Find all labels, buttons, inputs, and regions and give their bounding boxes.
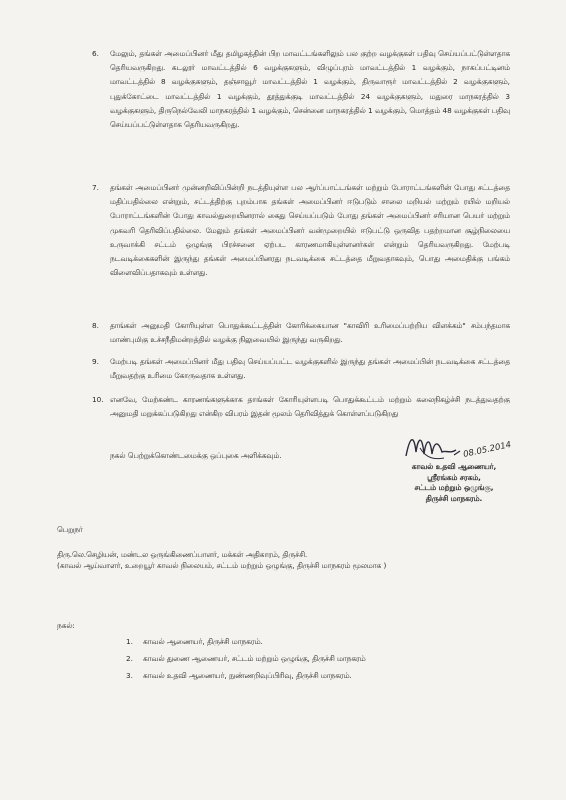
recipient-via: (காவல் ஆய்வாளர், உறையூர் காவல் நிலையம், சட்டம் மற்றும் ஒழுங்கு, திருச்சி மாநகரம் மூலமாக ) xyxy=(57,561,387,570)
document-page: 6. மேலும், தங்கள் அமைப்பினர் மீது தமிழகத்தின் பிற மாவட்டங்களிலும் பல குற்ற வழக்குகள் பதிவு செய்யப்பட்டுள்ளதாக தெரியவருகிறது. கடலூர் மாவட்டத்தில் 6 வழக்குகளும், விழுப்புரம் மாவட்டத்தில் 1 வழக்கும், நாகப்பட்டினம் மாவட்டத்தில் 8 வழக்குகளும், தஞ்சாவூர் மாவட்டத்தில் 1 வழக்கும், திருவாரூர் மாவட்டத்தில் 2 வழக்குகளும், புதுக்கோட்டை மாவட்டத்தில் 1 வழக்கும், தூத்துக்குடி மாவட்டத்தில் 24 வழக்குகளும், மதுரை மாநகரத்தில் 3 வழக்குகளும், திருநெல்வேலி மாநகரத்தில் 1 வழக்கும், சென்னை மாநகரத்தில் 1 வழக்கும், மொத்தம் 48 வழக்குகள் பதிவு செய்யப்பட்டுள்ளதாக தெரியவருகிறது. 7. தங்கள் அமைப்பினர் முன்னறிவிப்பின்றி நடத்தியுள்ள பல ஆர்ப்பாட்டங்கள் மற்றும் போராட்டங்களின் போது சட்டத்தை மதிப்பதில்லை என்றும், சட்டத்திற்கு புறம்பாக தங்கள் அமைப்பினர் ஈடுபடும் சாலை மறியல் மற்றும் ரயில் மறியல் போராட்டங்களின் போது காவல்துறையினரால் கைது செய்யப்படும் போது தங்கள் அமைப்பினர் சரியான பெயர் மற்றும் முகவரி தெரிவிப்பதில்லை. மேலும் தங்கள் அமைப்பினர் வன்முறையில் ஈடுபட்டு ஒருவித பதற்றமான சூழ்நிலையை உருவாக்கி சட்டம் ஒழுங்கு பிரச்சனை ஏற்பட காரணமாகியுள்ளனர்கள் என்றும் தெரியவருகிறது. மேற்படி நடவடிக்கைகளின் இருந்து தங்கள் அமைப்பினரது நடவடிக்கை சட்டத்தை மீறுவதாகவும், பொது அமைதிக்கு பங்கம் விளைவிப்பதாகவும் உள்ளது. 8. தாங்கள் அனுமதி கோரியுள்ள பொதுக்கூட்டத்தின் கோரிக்கையான "காவிரி உரிமைப்பற்றிய விளக்கம்" சம்பந்தமாக மாண்புமிகு உச்சநீதிமன்றத்தில் வழக்கு நிலுவையில் இருந்து வருகிறது. 9. மேற்படி தங்கள் அமைப்பினர் மீது பதிவு செய்யப்பட்ட வழக்குகளில் இருந்து தங்கள் அமைப்பின் நடவடிக்கை சட்டத்தை மீறுவதற்கு உரிமை கோருவதாக உள்ளது. 10. எனவே, மேற்கண்ட காரணங்களுக்காக தாங்கள் கோரியுள்ளபடி பொதுக்கூட்டம் மற்றும் கலைநிகழ்ச்சி நடத்துவதற்கு அனுமதி மறுக்கப்படுகிறது என்கிற விபரம் இதன் மூலம் தெரிவித்துக் கொள்ளப்படுகிறது நகல் பெற்றுக்கொண்டமைக்கு ஒப்புகை அளிக்கவும். 08.05.2014 காவல் உதவி ஆணையர், ஸ்ரீரங்கம் சரகம், சட்டம் மற்றும் ஒழுங்கு, திருச்சி மாநகரம். பெறுநர் திரு.லெ.செழியன், மண்டல ஒருங்கிணைப்பாளர், மக்கள் அதிகாரம், திருச்சி. (காவல் ஆய்வாளர், உறையூர் காவல் நிலையம், சட்டம் மற்றும் ஒழுங்கு, திருச்சி மாநகரம் மூலமாக ) நகல்: 1. காவல் ஆணையர், திருச்சி மாநகரம். 2. காவல் துணை ஆணையர், சட்டம் மற்றும் ஒழுங்கு, திருச்சி மாநகரம் 3. காவல் உதவி ஆணையர், நுண்ணறிவுப்பிரிவு, திருச்சி மாநகரம். xyxy=(0,0,566,800)
paragraph-number: 8. xyxy=(92,321,99,330)
recipient-address: திரு.லெ.செழியன், மண்டல ஒருங்கிணைப்பாளர், மக்கள் அதிகாரம், திருச்சி. xyxy=(57,550,308,559)
paragraph-number: 6. xyxy=(92,49,99,58)
signatory-division: சட்டம் மற்றும் ஒழுங்கு, xyxy=(414,483,494,492)
paragraph-number: 9. xyxy=(92,357,99,366)
copy-acknowledgement-note: நகல் பெற்றுக்கொண்டமைக்கு ஒப்புகை அளிக்கவும். xyxy=(110,451,282,460)
paragraph-text: மேற்படி தங்கள் அமைப்பினர் மீது பதிவு செய்யப்பட்ட வழக்குகளில் இருந்து தங்கள் அமைப்பின் நடவடிக்கை சட்டத்தை மீறுவதற்கு உரிமை கோருவதாக உள்ளது. xyxy=(110,357,510,381)
paragraph-number: 10. xyxy=(92,395,104,404)
paragraph-text: மேலும், தங்கள் அமைப்பினர் மீது தமிழகத்தின் பிற மாவட்டங்களிலும் பல குற்ற வழக்குகள் பதிவு செய்யப்பட்டுள்ளதாக தெரியவருகிறது. கடலூர் மாவட்டத்தில் 6 வழக்குகளும், விழுப்புரம் மாவட்டத்தில் 1 வழக்கும், நாகப்பட்டினம் மாவட்டத்தில் 8 வழக்குகளும், தஞ்சாவூர் மாவட்டத்தில் 1 வழக்கும், திருவாரூர் மாவட்டத்தில் 2 வழக்குகளும், புதுக்கோட்டை மாவட்டத்தில் 1 வழக்கும், தூத்துக்குடி மாவட்டத்தில் 24 வழக்குகளும், மதுரை மாநகரத்தில் 3 வழக்குகளும், திருநெல்வேலி மாநகரத்தில் 1 வழக்கும், சென்னை மாநகரத்தில் 1 வழக்கும், மொத்தம் 48 வழக்குகள் பதிவு செய்யப்பட்டுள்ளதாக தெரியவருகிறது. xyxy=(110,49,511,130)
signature-date: 08.05.2014 xyxy=(462,440,513,460)
signatory-block xyxy=(384,462,524,504)
signatory-title: காவல் உதவி ஆணையர், xyxy=(411,462,497,471)
signatory-city: திருச்சி மாநகரம். xyxy=(425,493,483,503)
paragraph-number: 7. xyxy=(92,183,99,192)
signatory-range: ஸ்ரீரங்கம் சரகம், xyxy=(427,472,481,482)
paragraph-text: எனவே, மேற்கண்ட காரணங்களுக்காக தாங்கள் கோரியுள்ளபடி பொதுக்கூட்டம் மற்றும் கலைநிகழ்ச்சி நடத்துவதற்கு அனுமதி மறுக்கப்படுகிறது என்கிற விபரம் இதன் மூலம் தெரிவித்துக் கொள்ளப்படுகிறது xyxy=(110,395,510,419)
paragraph-text: தங்கள் அமைப்பினர் முன்னறிவிப்பின்றி நடத்தியுள்ள பல ஆர்ப்பாட்டங்கள் மற்றும் போராட்டங்களின் போது சட்டத்தை மதிப்பதில்லை என்றும், சட்டத்திற்கு புறம்பாக தங்கள் அமைப்பினர் ஈடுபடும் சாலை மறியல் மற்றும் ரயில் மறியல் போராட்டங்களின் போது காவல்துறையினரால் கைது செய்யப்படும் போது தங்கள் அமைப்பினர் சரியான பெயர் மற்றும் முகவரி தெரிவிப்பதில்லை. மேலும் தங்கள் அமைப்பினர் வன்முறையில் ஈடுபட்டு ஒருவித பதற்றமான சூழ்நிலையை உருவாக்கி சட்டம் ஒழுங்கு பிரச்சனை ஏற்பட காரணமாகியுள்ளனர்கள் என்றும் தெரியவருகிறது. மேற்படி நடவடிக்கைகளின் இருந்து தங்கள் அமைப்பினரது நடவடிக்கை சட்டத்தை மீறுவதாகவும், பொது அமைதிக்கு பங்கம் விளைவிப்பதாகவும் உள்ளது. xyxy=(110,183,510,278)
paragraph-text: தாங்கள் அனுமதி கோரியுள்ள பொதுக்கூட்டத்தின் கோரிக்கையான "காவிரி உரிமைப்பற்றிய விளக்கம்" சம்பந்தமாக மாண்புமிகு உச்சநீதிமன்றத்தில் வழக்கு நிலுவையில் இருந்து வருகிறது. xyxy=(110,321,510,345)
copies-heading: நகல்: xyxy=(57,621,75,630)
recipient-heading: பெறுநர் xyxy=(57,525,83,534)
